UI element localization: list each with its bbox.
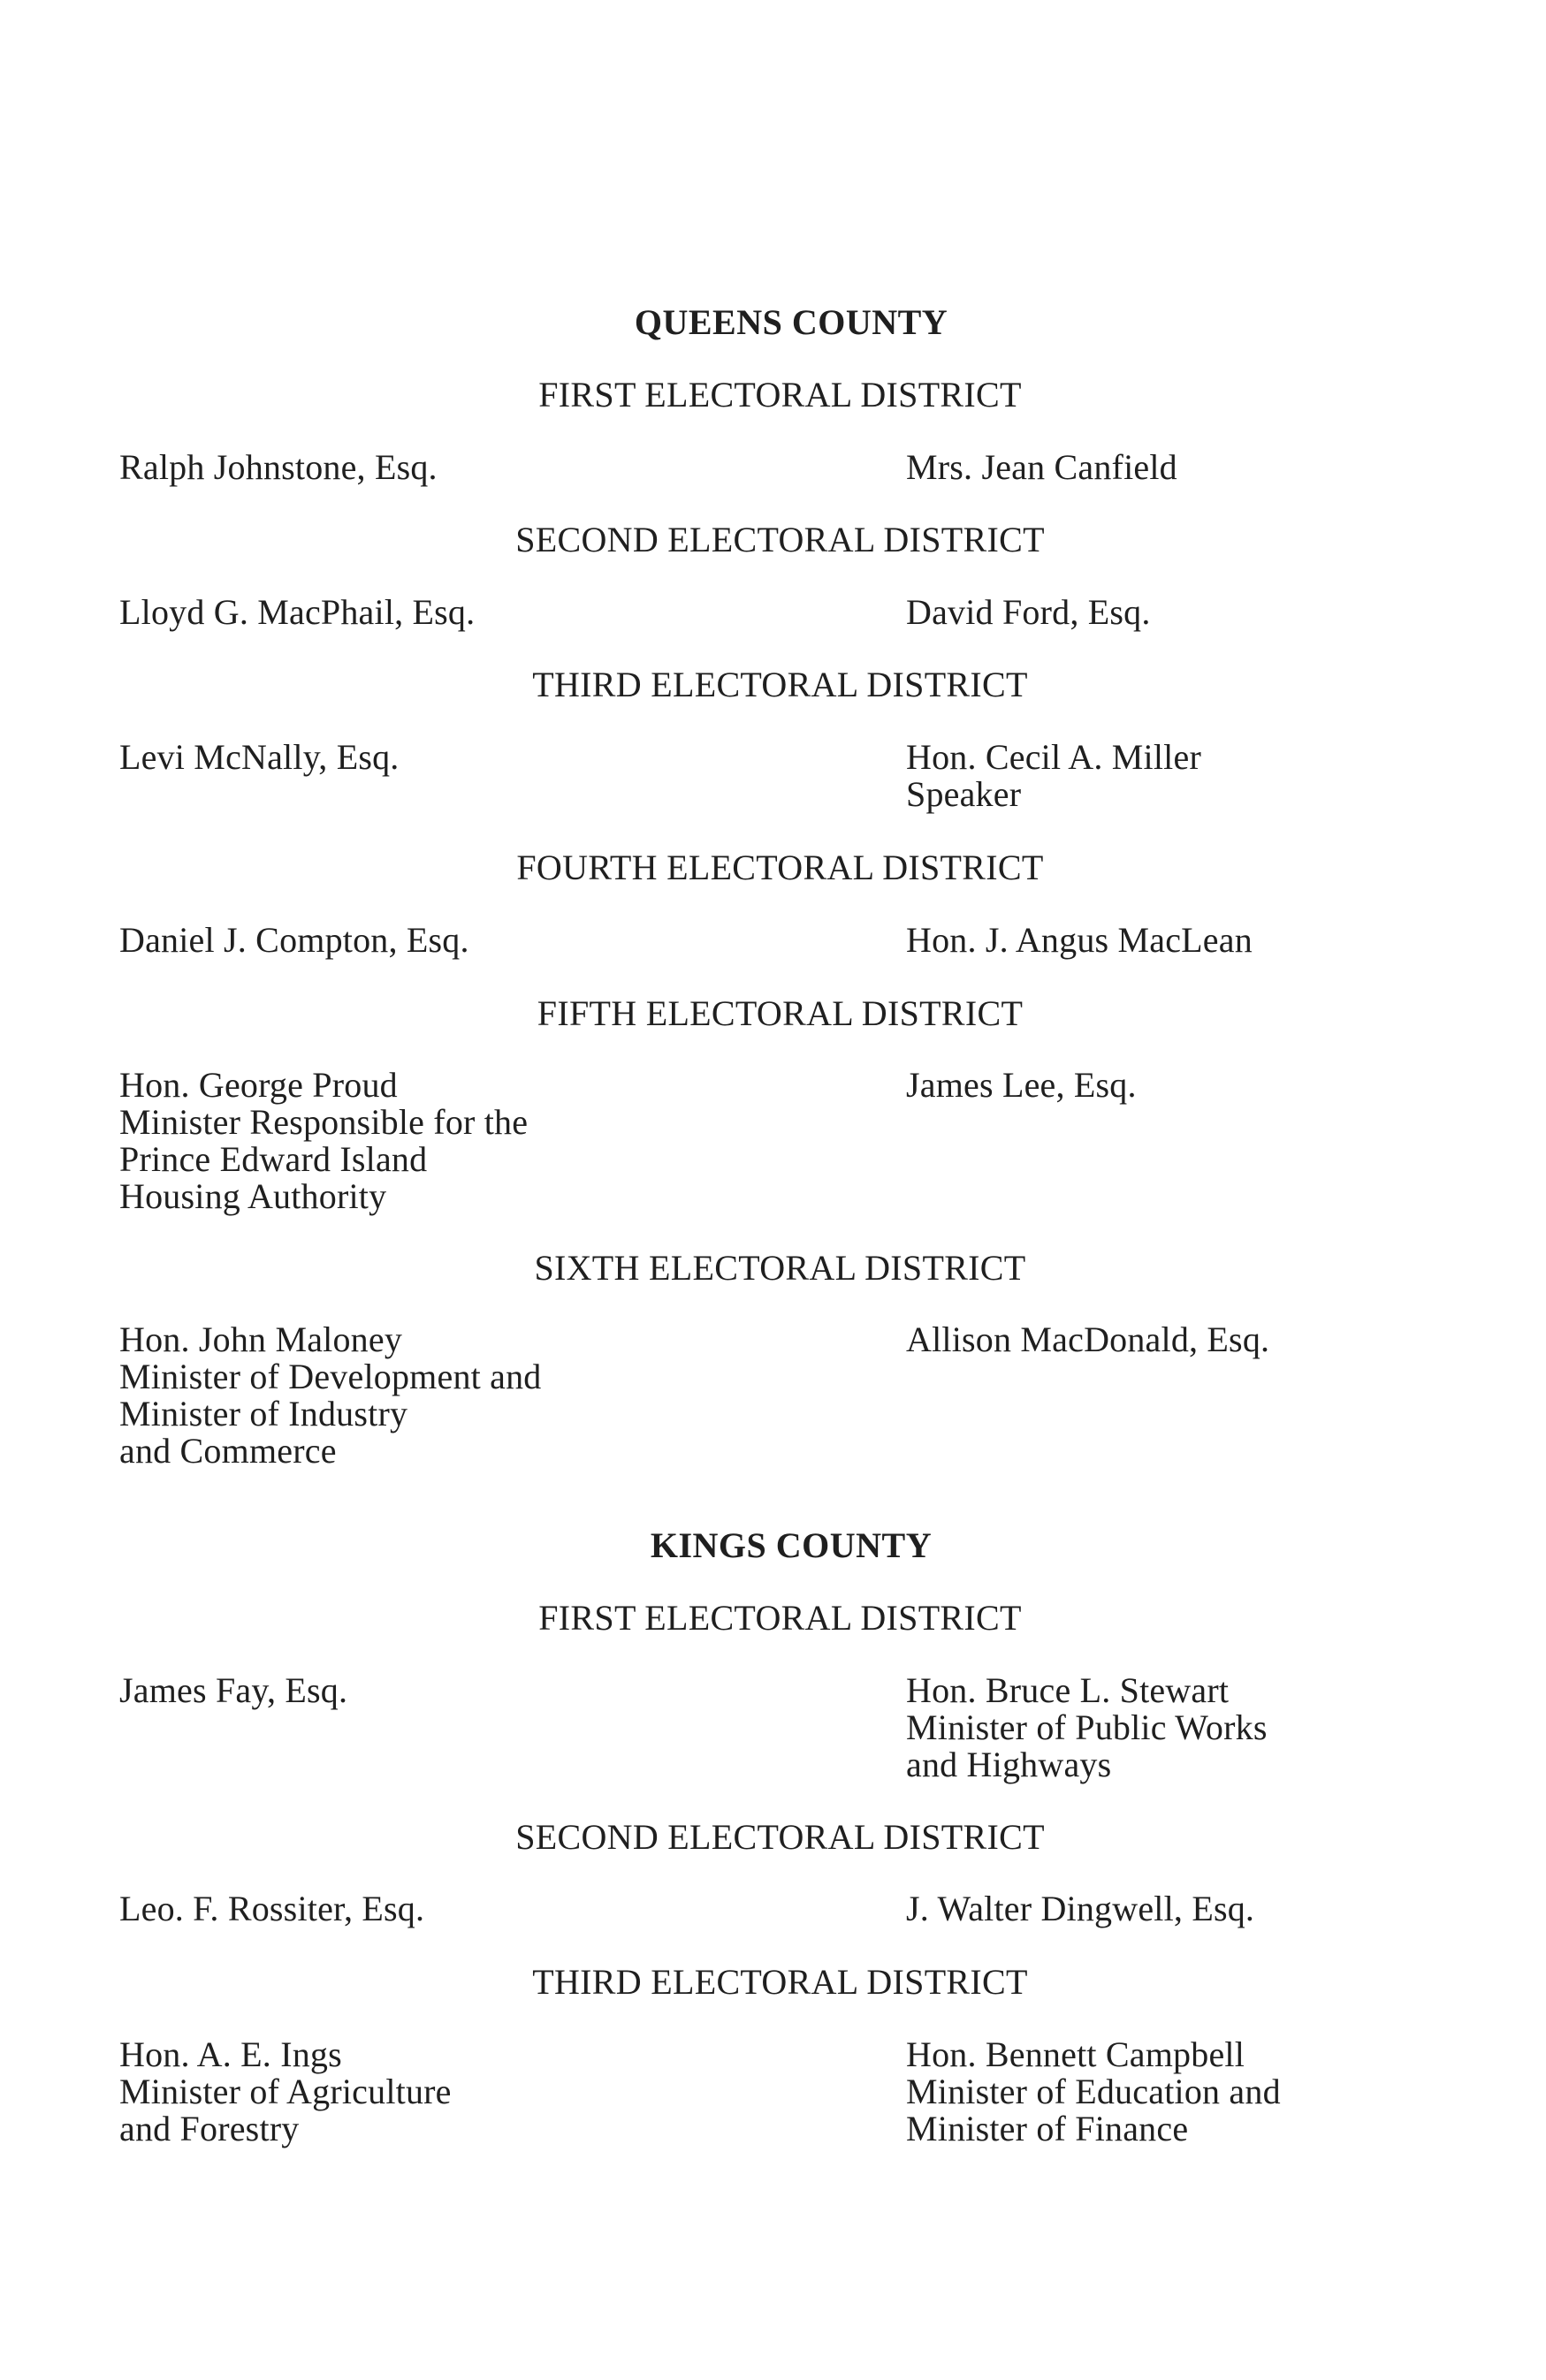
member-name: Hon. Bruce L. Stewart bbox=[906, 1670, 1230, 1710]
member-name: Leo. F. Rossiter, Esq. bbox=[119, 1889, 425, 1928]
member-name: Hon. J. Angus MacLean bbox=[906, 920, 1253, 960]
member-kings-2-right bbox=[906, 1890, 1254, 1928]
member-name: James Lee, Esq. bbox=[906, 1065, 1137, 1105]
district-heading-kings-1: FIRST ELECTORAL DISTRICT bbox=[538, 1598, 1022, 1638]
member-name: J. Walter Dingwell, Esq. bbox=[906, 1889, 1255, 1928]
district-heading-queens-5: FIFTH ELECTORAL DISTRICT bbox=[537, 993, 1024, 1033]
member-title: Minister of Finance bbox=[906, 2109, 1189, 2148]
district-heading-kings-3: THIRD ELECTORAL DISTRICT bbox=[532, 1962, 1028, 2002]
member-name: Daniel J. Compton, Esq. bbox=[119, 920, 469, 960]
member-queens-6-left bbox=[119, 1321, 542, 1470]
member-queens-1-right bbox=[906, 449, 1177, 486]
member-name: Allison MacDonald, Esq. bbox=[906, 1319, 1270, 1359]
member-kings-2-left bbox=[119, 1890, 424, 1928]
member-queens-3-left bbox=[119, 739, 400, 776]
member-title: Minister of Education and bbox=[906, 2072, 1281, 2111]
county-heading-queens: QUEENS COUNTY bbox=[634, 302, 948, 342]
member-kings-3-right bbox=[906, 2036, 1281, 2148]
member-title: Speaker bbox=[906, 774, 1022, 814]
member-queens-1-left bbox=[119, 449, 438, 486]
member-name: James Fay, Esq. bbox=[119, 1670, 348, 1710]
member-title: Minister of Industry bbox=[119, 1394, 408, 1433]
member-queens-6-right bbox=[906, 1321, 1269, 1358]
member-queens-5-right bbox=[906, 1067, 1137, 1104]
member-title: Prince Edward Island bbox=[119, 1139, 428, 1179]
member-name: Hon. John Maloney bbox=[119, 1319, 403, 1359]
member-name: Hon. Cecil A. Miller bbox=[906, 737, 1201, 777]
member-name: Ralph Johnstone, Esq. bbox=[119, 447, 438, 487]
member-name: Lloyd G. MacPhail, Esq. bbox=[119, 592, 476, 632]
district-heading-queens-6: SIXTH ELECTORAL DISTRICT bbox=[534, 1248, 1026, 1288]
member-queens-3-right bbox=[906, 739, 1201, 813]
member-kings-1-right bbox=[906, 1672, 1268, 1783]
member-title: and Commerce bbox=[119, 1431, 337, 1471]
member-kings-1-left bbox=[119, 1672, 347, 1709]
member-title: Minister of Agriculture bbox=[119, 2072, 452, 2111]
member-queens-2-right bbox=[906, 594, 1151, 631]
member-queens-5-left bbox=[119, 1067, 528, 1215]
member-title: Minister Responsible for the bbox=[119, 1102, 529, 1142]
member-title: Minister of Public Works bbox=[906, 1707, 1268, 1747]
district-heading-queens-2: SECOND ELECTORAL DISTRICT bbox=[515, 520, 1045, 559]
member-title: Housing Authority bbox=[119, 1176, 387, 1216]
district-heading-queens-3: THIRD ELECTORAL DISTRICT bbox=[532, 665, 1028, 704]
district-heading-kings-2: SECOND ELECTORAL DISTRICT bbox=[515, 1817, 1045, 1857]
member-name: Mrs. Jean Canfield bbox=[906, 447, 1177, 487]
member-queens-2-left bbox=[119, 594, 475, 631]
member-name: David Ford, Esq. bbox=[906, 592, 1151, 632]
member-kings-3-left bbox=[119, 2036, 452, 2148]
member-name: Hon. A. E. Ings bbox=[119, 2034, 342, 2074]
member-queens-4-right bbox=[906, 922, 1253, 959]
member-title: and Highways bbox=[906, 1745, 1112, 1784]
member-title: and Forestry bbox=[119, 2109, 300, 2148]
district-heading-queens-4: FOURTH ELECTORAL DISTRICT bbox=[516, 848, 1044, 887]
district-heading-queens-1: FIRST ELECTORAL DISTRICT bbox=[538, 375, 1022, 414]
member-name: Levi McNally, Esq. bbox=[119, 737, 400, 777]
member-title: Minister of Development and bbox=[119, 1357, 542, 1396]
member-name: Hon. Bennett Campbell bbox=[906, 2034, 1245, 2074]
member-queens-4-left bbox=[119, 922, 469, 959]
county-heading-kings: KINGS COUNTY bbox=[650, 1525, 933, 1565]
member-name: Hon. George Proud bbox=[119, 1065, 398, 1105]
